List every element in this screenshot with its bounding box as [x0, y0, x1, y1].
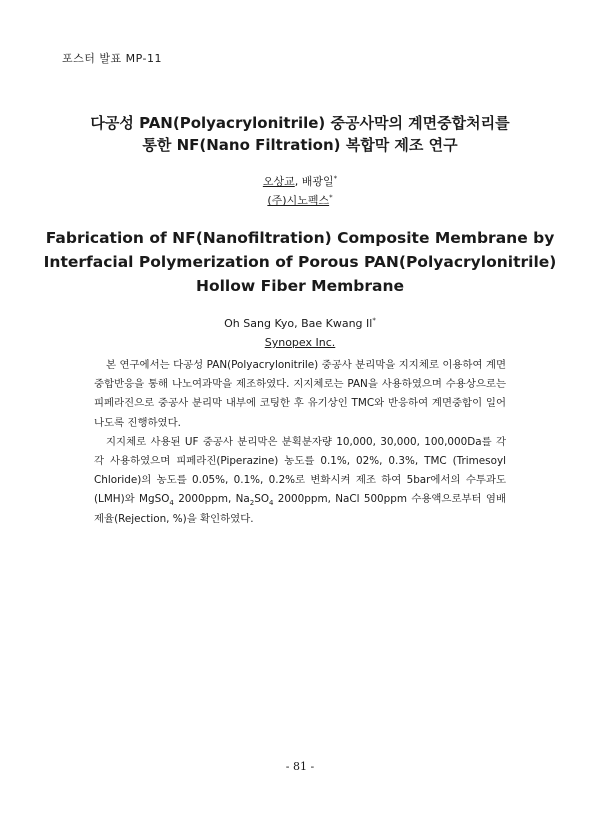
subscript: 4 — [269, 499, 274, 508]
author-name: 배광일 — [301, 175, 334, 188]
english-title — [0, 226, 600, 298]
english-author-block — [0, 314, 600, 352]
english-authors — [0, 314, 600, 333]
page-number: - 81 - — [285, 760, 315, 773]
subscript: 4 — [169, 499, 174, 508]
korean-title — [0, 112, 600, 156]
abstract-text: 2000ppm, NaCl 500ppm 수용액으로부터 염배제율(Rejection, %)을 확인하였다. — [94, 493, 506, 525]
section-label: 포스터 발표 MP-11 — [62, 52, 162, 65]
korean-title-line: 통한 NF(Nano Filtration) 복합막 제조 연구 — [142, 136, 458, 154]
affiliation-mark: * — [372, 316, 376, 325]
abstract-text: 지지체로 사용된 UF 중공사 분리막은 분획분자량 10,000, 30,000, 100,000Da를 각각 사용하였으며 피페라진(Piperazine) 농도를 0.1%, 02%, 0.3%, TMC (Trimesoyl Chloride)의 농도를 0.05%, 0.1%, 0.2%로 변화시켜 제조 하여 5bar에서의 수투과도(LMH)와 MgSO — [94, 435, 506, 506]
affiliation-name: (주)시노펙스 — [267, 194, 330, 207]
korean-authors — [0, 172, 600, 191]
english-affiliation — [0, 333, 600, 352]
abstract-text: 2000ppm, Na — [173, 493, 250, 506]
abstract-text: SO — [254, 493, 269, 506]
korean-title-line: 다공성 PAN(Polyacrylonitrile) 중공사막의 계면중합처리를 — [90, 114, 510, 132]
affiliation-mark: * — [333, 174, 338, 183]
abstract — [94, 356, 506, 529]
author-separator: , — [294, 175, 302, 188]
author-name: 오상교 — [262, 175, 295, 188]
affiliation-name: Synopex Inc. — [264, 336, 336, 349]
korean-affiliation — [0, 191, 600, 210]
author-names: Oh Sang Kyo, Bae Kwang Il — [224, 317, 373, 330]
affiliation-mark: * — [329, 193, 333, 202]
english-title-line: Interfacial Polymerization of Porous PAN(Polyacrylonitrile) — [43, 253, 557, 271]
english-title-line: Hollow Fiber Membrane — [196, 277, 404, 295]
abstract-paragraph: 본 연구에서는 다공성 PAN(Polyacrylonitrile) 중공사 분리막을 지지체로 이용하여 계면중합반응을 통해 나노여과막을 제조하였다. 지지체로는 PAN을 사용하였으며 수용상으로는 피페라진으로 중공사 분리막 내부에 코팅한 후 유기상인 TMC와 반응하여 계면중합이 일어나도록 진행하였다. — [94, 359, 506, 429]
abstract-paragraph — [94, 433, 506, 529]
korean-author-block — [0, 172, 600, 210]
subscript: 2 — [249, 499, 255, 508]
english-title-line: Fabrication of NF(Nanofiltration) Composite Membrane by — [45, 229, 555, 247]
